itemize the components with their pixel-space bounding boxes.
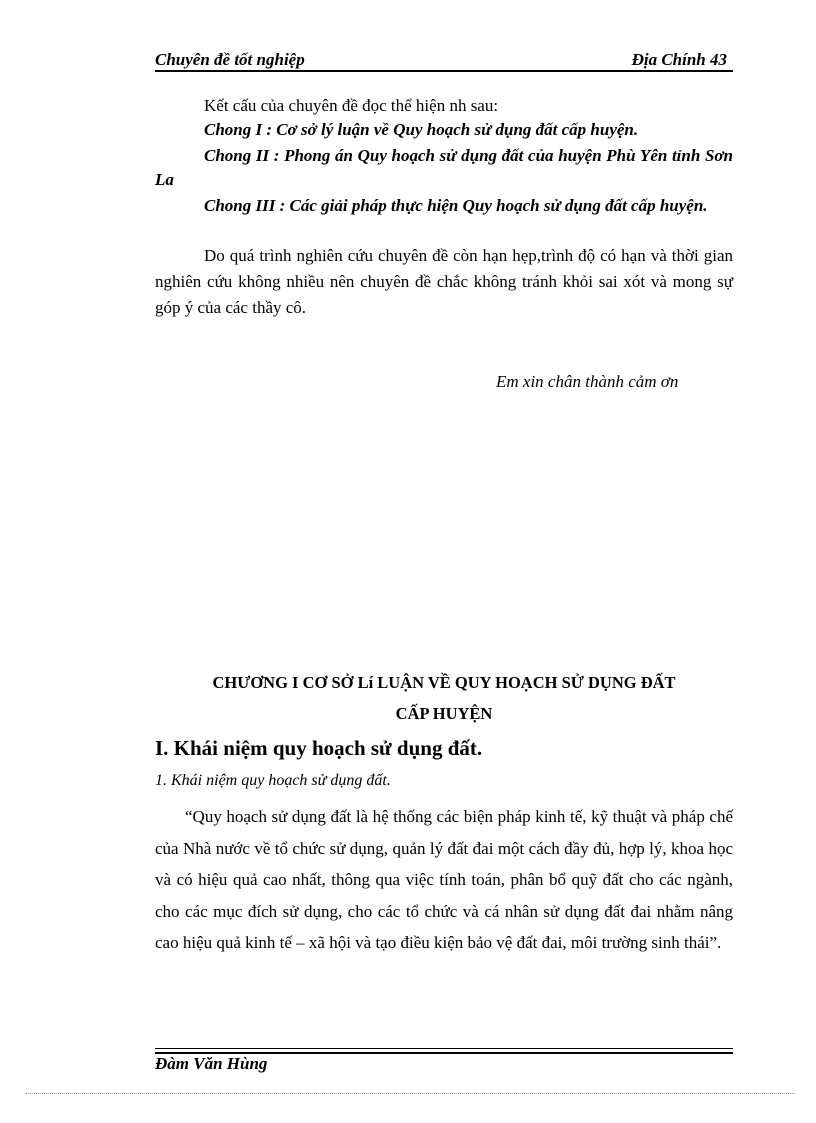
chapter-2-outline: Chong II : Phong án Quy hoạch sử dụng đất của huyện Phù Yên tỉnh Sơn La	[155, 146, 733, 189]
chapter-title-line1: CHƯƠNG I CƠ SỞ Lí LUẬN VỀ QUY HOẠCH SỬ DỤNG ĐẤT	[212, 673, 676, 692]
structure-intro: Kết cấu của chuyên đề đọc thể hiện nh sau:	[204, 96, 499, 115]
page-header	[155, 48, 733, 72]
header-class: Địa Chính 43	[631, 50, 727, 69]
definition-paragraph	[155, 801, 733, 959]
chapter-title-line2: CẤP HUYỆN	[395, 704, 493, 723]
section-heading: I. Khái niệm quy hoạch sử dụng đất.	[155, 736, 483, 760]
definition-text: “Quy hoạch sử dụng đất là hệ thống các biện pháp kinh tế, kỹ thuật và pháp chế của Nhà nước về tổ chức sử dụng, quản lý đất đai một cách đầy đủ, hợp lý, khoa học và có hiệu quả cao nhất, thông qua việc tính toán, phân bổ quỹ đất cho các ngành, cho các mục đích sử dụng, cho các tổ chức và cá nhân sử dụng đất đai nhằm nâng cao hiệu quả kinh tế – xã hội và tạo điều kiện bảo vệ đất đai, môi trường sinh thái”.	[155, 807, 733, 952]
page-bottom-border	[25, 1093, 795, 1094]
thanks-signature: Em xin chân thành cảm ơn	[496, 372, 679, 391]
limitations-note: Do quá trình nghiên cứu chuyên đề còn hạn hẹp,trình độ có hạn và thời gian nghiên cứu không nhiều nên chuyên đề chắc không tránh khỏi sai xót và mong sự góp ý của các thầy cô.	[155, 246, 733, 317]
chapter-1-outline: Chong I : Cơ sở lý luận về Quy hoạch sử dụng đất cấp huyện.	[204, 120, 639, 139]
subsection-heading: 1. Khái niệm quy hoạch sử dụng đất.	[155, 772, 391, 789]
footer-author: Đàm Văn Hùng	[155, 1054, 268, 1073]
header-title: Chuyên đề tốt nghiệp	[155, 50, 305, 69]
footer-rule-thin	[155, 1048, 733, 1049]
header-rule	[155, 70, 733, 72]
chapter-3-outline: Chong III : Các giải pháp thực hiện Quy hoạch sử dụng đất cấp huyện.	[204, 196, 708, 215]
